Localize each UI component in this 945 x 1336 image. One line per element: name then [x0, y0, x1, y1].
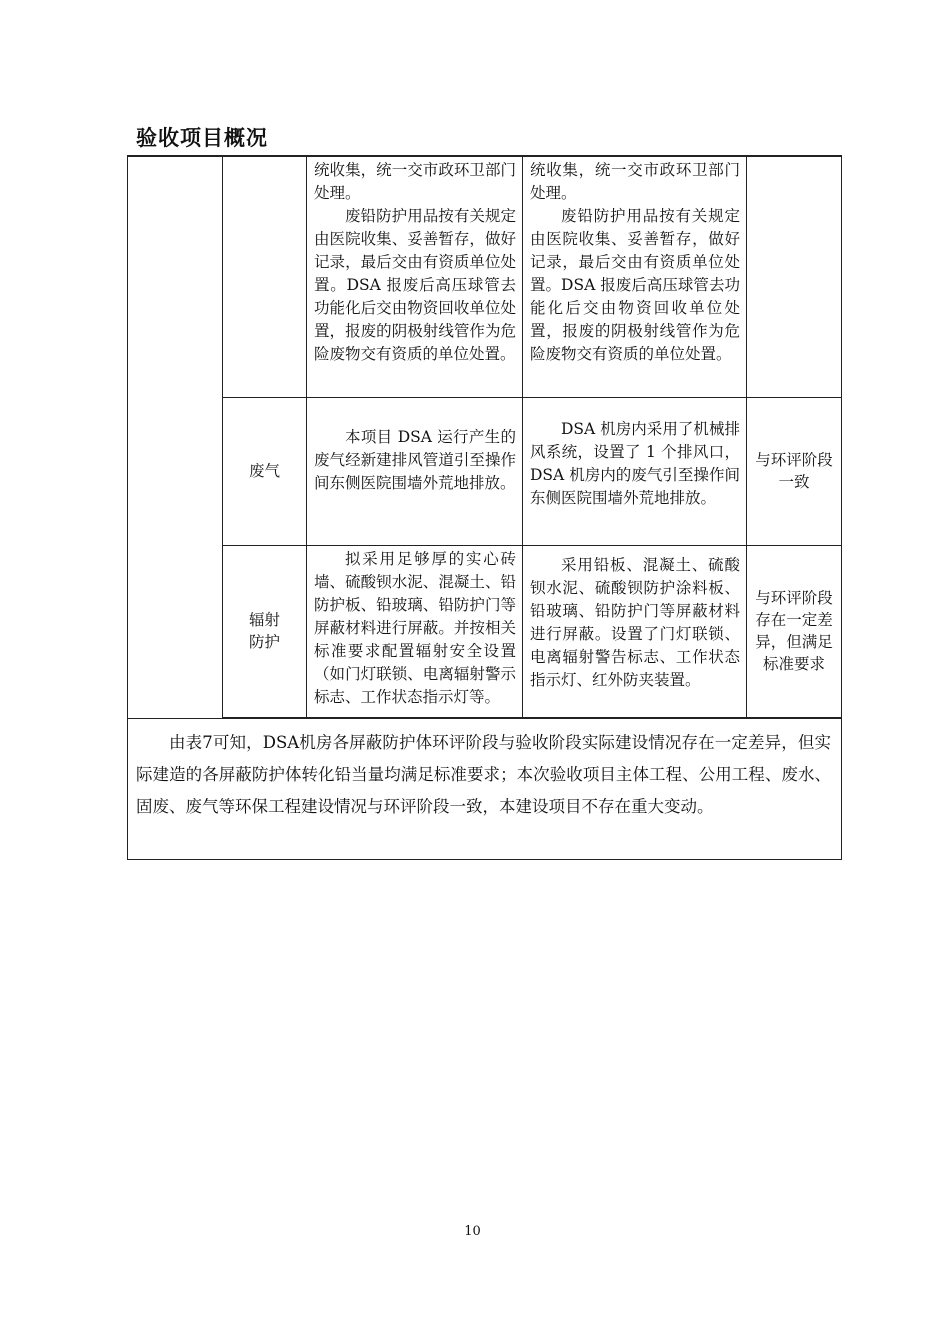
actual-paragraph: 统收集，统一交市政环卫部门处理。 — [530, 161, 740, 202]
page-heading: 验收项目概况 — [136, 126, 268, 150]
summary-cell — [128, 718, 842, 859]
table-row-solid-waste — [128, 156, 842, 397]
actual-construction-cell — [523, 545, 747, 718]
conclusion-cell: 与环评阶段一致 — [747, 397, 842, 545]
table-row-radiation-protection — [128, 545, 842, 718]
conclusion-cell: 与环评阶段存在一定差异，但满足标准要求 — [747, 545, 842, 718]
eia-requirement-cell — [307, 397, 523, 545]
project-category-cell — [128, 156, 223, 718]
eia-requirement-cell — [307, 545, 523, 718]
category-cell: 废气 — [223, 397, 307, 545]
actual-paragraph: DSA 机房内采用了机械排风系统，设置了 1 个排风口，DSA 机房内的废气引至操作间东侧医院围墙外荒地排放。 — [530, 419, 740, 507]
actual-paragraph: 废铅防护用品按有关规定由医院收集、妥善暂存，做好记录，最后交由有资质单位处置。DSA 报废后高压球管去功能化后交由物资回收单位处置，报废的阴极射线管作为危险废物交有资质的单位处置。 — [530, 207, 740, 363]
summary-row — [128, 718, 842, 859]
actual-construction-cell — [523, 397, 747, 545]
eia-requirement-cell — [307, 156, 523, 397]
table-row-exhaust-gas — [128, 397, 842, 545]
page-number: 10 — [464, 1224, 481, 1239]
eia-paragraph: 统收集，统一交市政环卫部门处理。 — [314, 161, 516, 202]
eia-paragraph: 废铅防护用品按有关规定由医院收集、妥善暂存，做好记录，最后交由有资质单位处置。DSA 报废后高压球管去功能化后交由物资回收单位处置，报废的阴极射线管作为危险废物交有资质的单位处置。 — [314, 207, 516, 363]
eia-paragraph: 拟采用足够厚的实心砖墙、硫酸钡水泥、混凝土、铅防护板、铅玻璃、铅防护门等屏蔽材料进行屏蔽。并按相关标准要求配置辐射安全设置（如门灯联锁、电离辐射警示标志、工作状态指示灯等。 — [314, 549, 516, 706]
actual-construction-cell — [523, 156, 747, 397]
acceptance-comparison-table — [127, 155, 842, 860]
actual-paragraph: 采用铅板、混凝土、硫酸钡水泥、硫酸钡防护涂料板、铅玻璃、铅防护门等屏蔽材料进行屏蔽。设置了门灯联锁、电离辐射警告标志、工作状态指示灯、红外防夹装置。 — [530, 555, 740, 689]
category-cell: 辐射防护 — [223, 545, 307, 718]
eia-paragraph: 本项目 DSA 运行产生的废气经新建排风管道引至操作间东侧医院围墙外荒地排放。 — [314, 427, 516, 492]
summary-text: 由表7可知，DSA机房各屏蔽防护体环评阶段与验收阶段实际建设情况存在一定差异，但实际建造的各屏蔽防护体转化铅当量均满足标准要求；本次验收项目主体工程、公用工程、废水、固废、废气等环保工程建设情况与环评阶段一致，本建设项目不存在重大变动。 — [136, 733, 831, 816]
conclusion-cell — [747, 156, 842, 397]
category-cell — [223, 156, 307, 397]
